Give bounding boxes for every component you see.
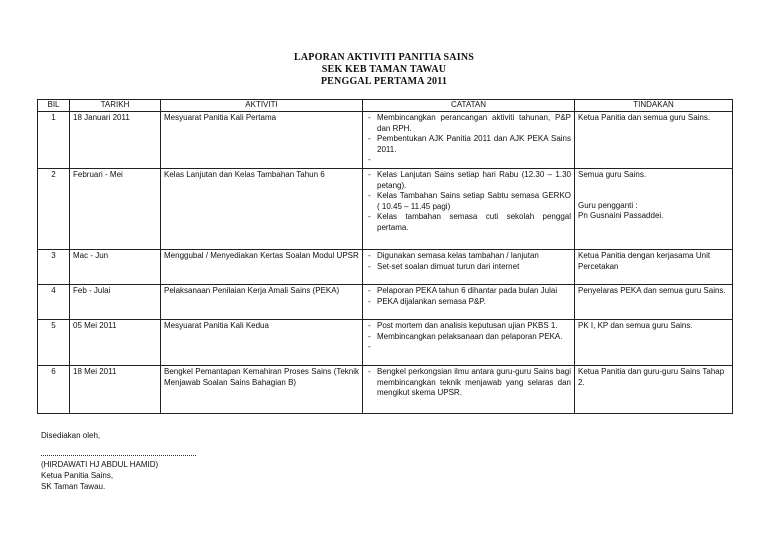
note-item: - Digunakan semasa kelas tambahan / lanjutan [366, 251, 571, 262]
cell-tarikh: Mac - Jun [70, 250, 161, 285]
cell-aktiviti: Menggubal / Menyediakan Kertas Soalan Modul UPSR [161, 250, 363, 285]
cell-bil: 4 [38, 285, 70, 320]
note-item: - Bengkel perkongsian ilmu antara guru-guru Sains bagi membincangkan teknik menjawab yang selaras dan mengikut skema UPSR. [366, 367, 571, 399]
signatory-name: (HIRDAWATI HJ ABDUL HAMID) [41, 460, 159, 469]
activity-table [37, 99, 733, 414]
cell-catatan [363, 112, 575, 169]
cell-catatan [363, 169, 575, 250]
tindakan-line: Semua guru Sains. [578, 170, 647, 179]
cell-tindakan: Ketua Panitia dengan kerjasama Unit Percetakan [575, 250, 733, 285]
note-item: - Pembentukan AJK Panitia 2011 dan AJK PEKA Sains 2011. [366, 134, 571, 155]
cell-catatan [363, 250, 575, 285]
note-item: - Kelas Lanjutan Sains setiap hari Rabu (12.30 – 1.30 petang). [366, 170, 571, 191]
spacer [578, 181, 729, 191]
table-header-row [38, 100, 733, 112]
signatory-position: Ketua Panitia Sains, [41, 471, 114, 480]
cell-tarikh: Feb - Julai [70, 285, 161, 320]
term-label: PENGGAL PERTAMA 2011 [320, 76, 448, 87]
signatory-school: SK Taman Tawau. [41, 482, 106, 491]
note-item: - Set-set soalan dimuat turun dari internet [366, 262, 571, 273]
cell-tindakan: Ketua Panitia dan guru-guru Sains Tahap 2. [575, 366, 733, 414]
cell-bil: 3 [38, 250, 70, 285]
column-header-bil: BIL [38, 100, 70, 112]
column-header-aktiviti: AKTIVITI [161, 100, 363, 112]
cell-tarikh: 18 Mei 2011 [70, 366, 161, 414]
cell-aktiviti: Mesyuarat Panitia Kali Kedua [161, 320, 363, 366]
cell-aktiviti: Pelaksanaan Penilaian Kerja Amali Sains (PEKA) [161, 285, 363, 320]
school-name: SEK KEB TAMAN TAWAU [321, 64, 447, 75]
note-item: - Kelas Tambahan Sains setiap Sabtu semasa GERKO ( 10.45 – 11.45 pagi) [366, 191, 571, 212]
cell-tindakan: Ketua Panitia dan semua guru Sains. [575, 112, 733, 169]
column-header-tarikh: TARIKH [70, 100, 161, 112]
cell-aktiviti: Bengkel Pemantapan Kemahiran Proses Sains (Teknik Menjawab Soalan Sains Bahagian B) [161, 366, 363, 414]
column-header-tindakan: TINDAKAN [575, 100, 733, 112]
column-header-catatan: CATATAN [363, 100, 575, 112]
cell-tindakan: Penyelaras PEKA dan semua guru Sains. [575, 285, 733, 320]
cell-tarikh: 05 Mei 2011 [70, 320, 161, 366]
signature-block [41, 430, 196, 492]
table-row [38, 112, 733, 169]
note-item: - Post mortem dan analisis keputusan ujian PKBS 1. [366, 321, 571, 332]
note-item: - Kelas tambahan semasa cuti sekolah penggal pertama. [366, 212, 571, 233]
cell-tarikh: 18 Januari 2011 [70, 112, 161, 169]
note-item: - Pelaporan PEKA tahun 6 dihantar pada bulan Julai [366, 286, 571, 297]
cell-tarikh: Februari - Mei [70, 169, 161, 250]
cell-tindakan: PK I, KP dan semua guru Sains. [575, 320, 733, 366]
note-item: - Membincangkan pelaksanaan dan pelaporan PEKA. [366, 332, 571, 343]
note-item: - PEKA dijalankan semasa P&P. [366, 297, 571, 308]
cell-catatan [363, 366, 575, 414]
cell-catatan [363, 285, 575, 320]
prepared-by-label: Disediakan oleh, [41, 431, 101, 440]
table-row [38, 169, 733, 250]
table-row [38, 320, 733, 366]
table-row [38, 250, 733, 285]
cell-tindakan [575, 169, 733, 250]
report-title-block [0, 52, 768, 88]
cell-bil: 6 [38, 366, 70, 414]
spacer [578, 191, 729, 201]
tindakan-line: Pn Gusnaini Passaddei. [578, 211, 664, 220]
tindakan-line: Guru pengganti : [578, 200, 638, 210]
cell-catatan [363, 320, 575, 366]
cell-bil: 2 [38, 169, 70, 250]
cell-aktiviti: Mesyuarat Panitia Kali Pertama [161, 112, 363, 169]
signature-line [41, 455, 196, 456]
note-item: - Membincangkan perancangan aktiviti tahunan, P&P dan RPH. [366, 113, 571, 134]
table-row [38, 366, 733, 414]
cell-aktiviti: Kelas Lanjutan dan Kelas Tambahan Tahun 6 [161, 169, 363, 250]
cell-bil: 1 [38, 112, 70, 169]
table-row [38, 285, 733, 320]
cell-bil: 5 [38, 320, 70, 366]
report-title: LAPORAN AKTIVITI PANITIA SAINS [293, 52, 475, 63]
